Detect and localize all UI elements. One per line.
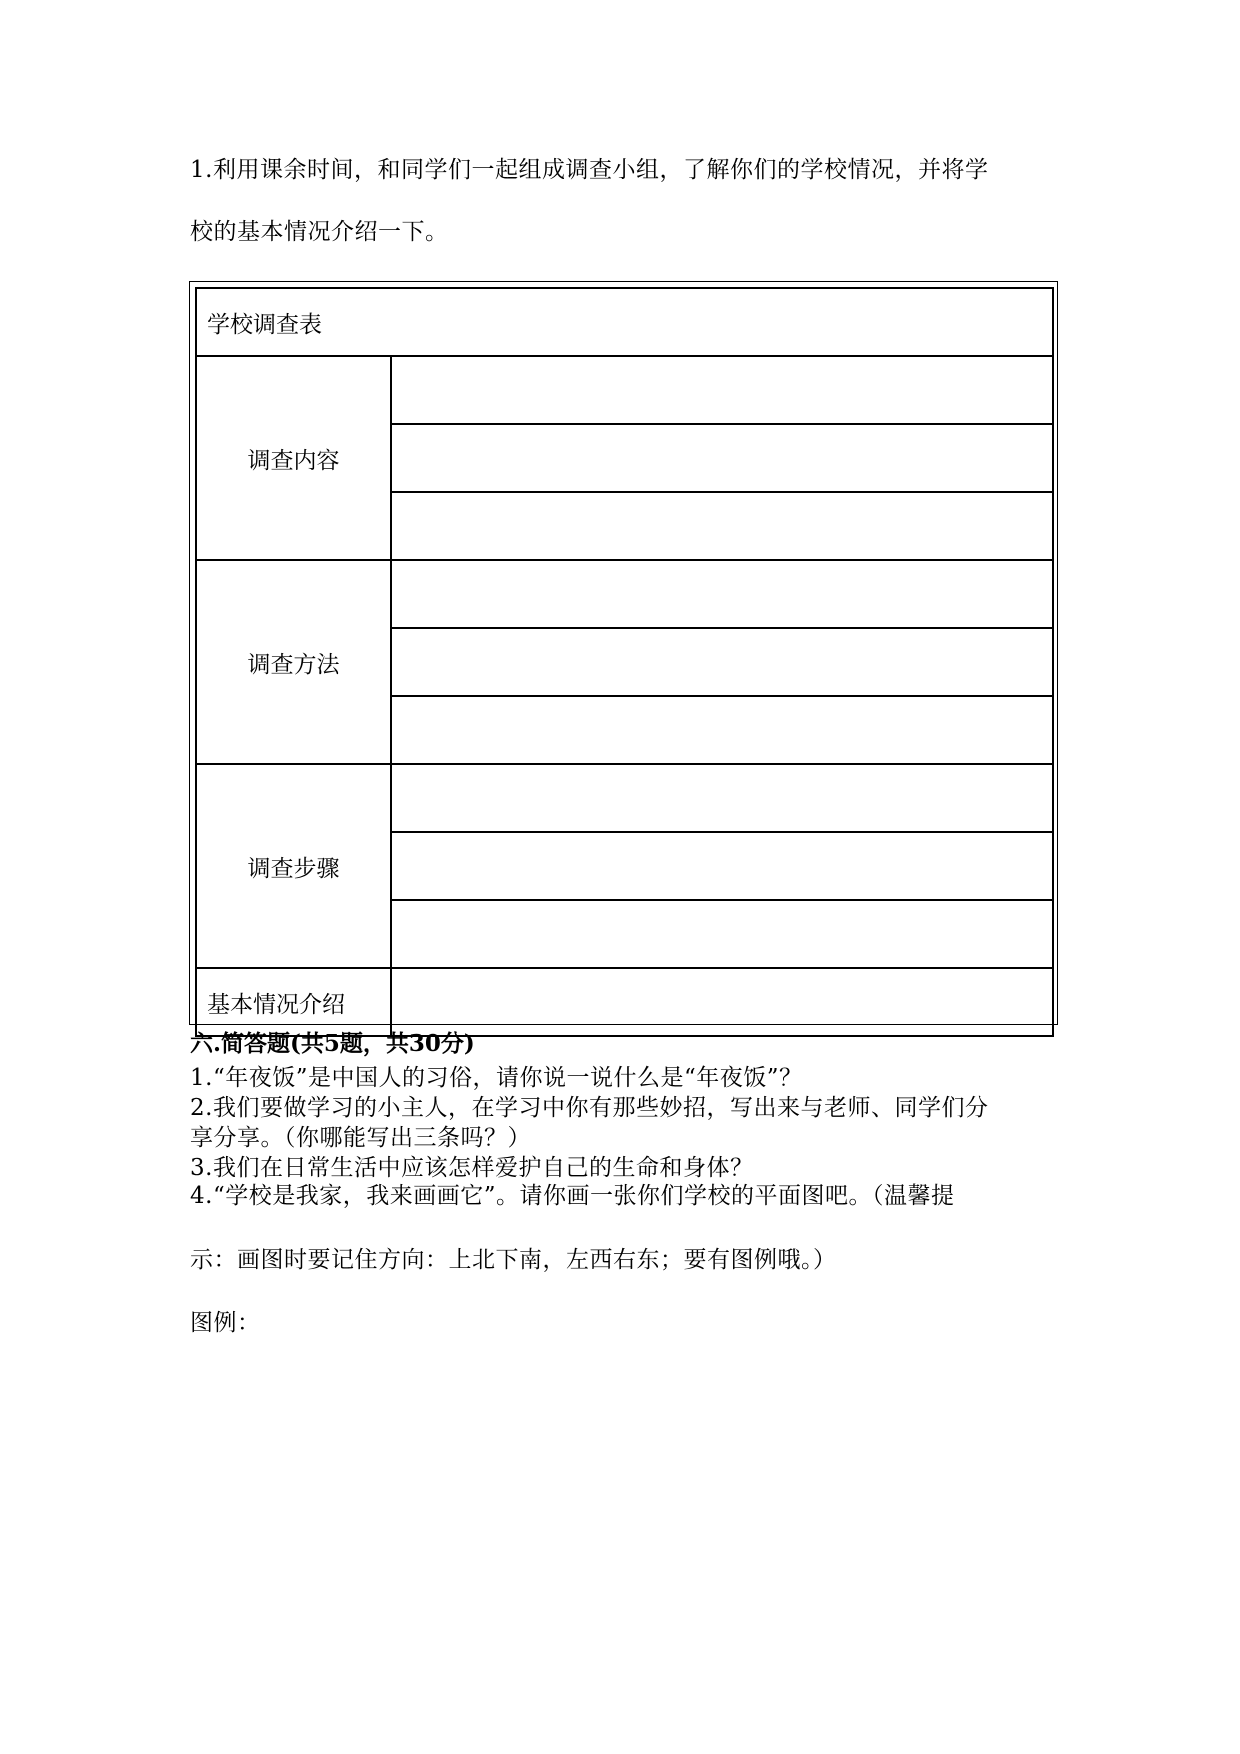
survey-table-frame bbox=[189, 281, 1058, 1025]
table-title: 学校调查表 bbox=[196, 288, 1053, 356]
section-heading: 六.简答题(共5题，共30分) bbox=[190, 1030, 475, 1057]
content-answer-2[interactable] bbox=[391, 424, 1053, 492]
content-answer-1[interactable] bbox=[391, 356, 1053, 424]
question-4-line-1: 4.“学校是我家，我来画画它”。请你画一张你们学校的平面图吧。（温馨提 bbox=[190, 1183, 955, 1209]
method-answer-1[interactable] bbox=[391, 560, 1053, 628]
question-2-line-1: 2.我们要做学习的小主人，在学习中你有那些妙招，写出来与老师、同学们分 bbox=[190, 1095, 989, 1121]
method-label: 调查方法 bbox=[196, 560, 391, 764]
question-3: 3.我们在日常生活中应该怎样爱护自己的生命和身体？ bbox=[190, 1155, 754, 1181]
survey-table bbox=[195, 287, 1054, 1037]
steps-answer-2[interactable] bbox=[391, 832, 1053, 900]
content-answer-3[interactable] bbox=[391, 492, 1053, 560]
steps-answer-1[interactable] bbox=[391, 764, 1053, 832]
summary-answer[interactable] bbox=[391, 968, 1053, 1036]
method-answer-3[interactable] bbox=[391, 696, 1053, 764]
table-row bbox=[196, 288, 1053, 356]
question-4-line-2: 示：画图时要记住方向：上北下南，左西右东；要有图例哦。） bbox=[190, 1247, 837, 1273]
summary-label: 基本情况介绍 bbox=[196, 968, 391, 1036]
table-row bbox=[196, 560, 1053, 628]
intro-line-2: 校的基本情况介绍一下。 bbox=[190, 219, 449, 245]
method-answer-2[interactable] bbox=[391, 628, 1053, 696]
table-row bbox=[196, 356, 1053, 424]
question-1: 1.“年夜饭”是中国人的习俗，请你说一说什么是“年夜饭”？ bbox=[190, 1065, 803, 1091]
legend-label: 图例： bbox=[190, 1310, 261, 1336]
question-2-line-2: 享分享。（你哪能写出三条吗？） bbox=[190, 1125, 531, 1151]
intro-line-1: 1.利用课余时间，和同学们一起组成调查小组，了解你们的学校情况，并将学 bbox=[190, 157, 989, 183]
content-label: 调查内容 bbox=[196, 356, 391, 560]
table-row bbox=[196, 968, 1053, 1036]
table-row bbox=[196, 764, 1053, 832]
steps-answer-3[interactable] bbox=[391, 900, 1053, 968]
steps-label: 调查步骤 bbox=[196, 764, 391, 968]
